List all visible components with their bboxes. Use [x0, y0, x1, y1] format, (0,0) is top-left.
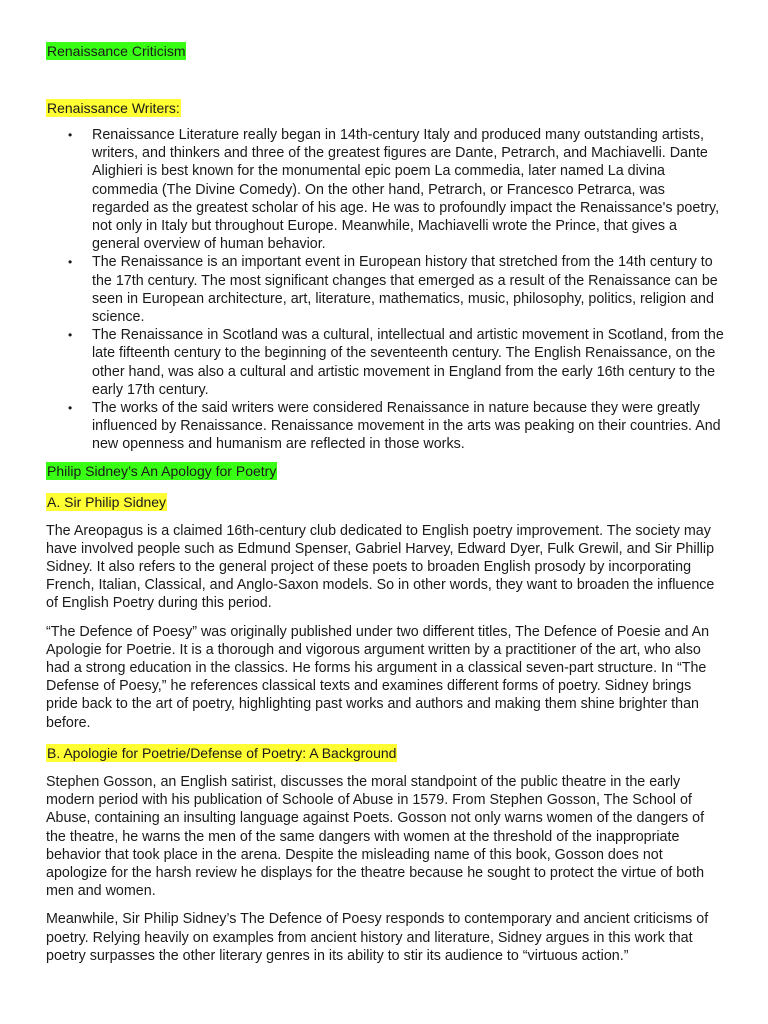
heading-text: A. Sir Philip Sidney	[47, 493, 167, 510]
heading-sidney-apology	[46, 462, 726, 481]
heading-renaissance-criticism	[46, 42, 726, 61]
list-item: • The works of the said writers were considered Renaissance in nature because they were greatly influenced by Renaissance. Renaissance movement in the arts was peaking on their countries. And new openness and humanism are reflected in those works.	[68, 400, 721, 453]
list-item: • The Renaissance is an important event in European history that stretched from the 14th century to the 17th century. The most significant changes that emerged as a result of the Renaissance can be seen in European architecture, art, literature, mathematics, music, philosophy, politics, religion and science.	[68, 254, 718, 326]
list-item: • Renaissance Literature really began in 14th-century Italy and produced many outstanding artists, writers, and thinkers and three of the greatest figures are Dante, Petrarch, and Machiavelli. Dante Alighieri is best known for the monumental epic poem La commedia, later named La divina commedia (The Divine Comedy). On the other hand, Petrarch, or Francesco Petrarca, was regarded as the greatest scholar of his age. He was to profoundly impact the Renaissance's poetry, not only in Italy but throughout Europe. Meanwhile, Machiavelli wrote the Prince, that gives a general overview of human behavior.	[68, 127, 720, 253]
paragraph-areopagus: The Areopagus is a claimed 16th-century club dedicated to English poetry improvement. The society may have involved people such as Edmund Spenser, Gabriel Harvey, Edward Dyer, Fulk Grewil, and Sir Phillip Sidney. It also refers to the general project of these poets to broaden English prosody by incorporating French, Italian, Classical, and Anglo-Saxon models. So in other words, they want to broaden the influence of English Poetry during this period.	[46, 522, 715, 612]
heading-background	[46, 744, 726, 763]
heading-text: Philip Sidney’s An Apology for Poetry	[47, 462, 277, 479]
bullet-icon: •	[68, 401, 73, 416]
paragraph-gosson: Stephen Gosson, an English satirist, discusses the moral standpoint of the public theatre in the early modern period with his publication of Schoole of Abuse in 1579. From Stephen Gosson, The School of Abuse, containing an insulting language against Poets. Gosson not only warns women of the dangers of the theatre, he warns the men of the same dangers with women at the threshold of the inappropriate behavior that took place in the arena. Despite the misleading name of this book, Gosson does not apologize for the harsh review he displays for the theatre because he sought to protect the virtue of both men and women.	[46, 773, 705, 900]
heading-text: B. Apologie for Poetrie/Defense of Poetry: A Background	[47, 744, 397, 761]
heading-renaissance-writers	[46, 99, 726, 118]
heading-text: Renaissance Criticism	[47, 43, 186, 59]
bullet-icon: •	[68, 255, 73, 270]
paragraph-meanwhile: Meanwhile, Sir Philip Sidney’s The Defence of Poesy responds to contemporary and ancient criticisms of poetry. Relying heavily on examples from ancient history and literature, Sidney argues in this work that poetry surpasses the other literary genres in its ability to stir its audience to “virtuous action.”	[46, 911, 709, 964]
bullet-icon: •	[68, 128, 73, 142]
list-item: • The Renaissance in Scotland was a cultural, intellectual and artistic movement in Scotland, from the late fifteenth century to the beginning of the seventeenth century. The English Renaissance, on the other hand, was also a cultural and artistic movement in England from the early 16th century to the early 17th century.	[68, 327, 724, 398]
document-content	[46, 40, 726, 965]
heading-text: Renaissance Writers:	[47, 100, 180, 116]
bullet-icon: •	[68, 328, 73, 343]
paragraph-defence: “The Defence of Poesy” was originally published under two different titles, The Defence of Poesie and An Apologie for Poetrie. It is a thorough and vigorous argument written by a practitioner of the art, who also had a strong education in the classics. He forms his argument in a classical seven-part structure. In “The Defense of Poesy,” he references classical texts and examines different forms of poetry. Sidney brings pride back to the art of poetry, highlighting past works and authors and making them shine brighter than before.	[46, 623, 710, 731]
writers-bullet-list	[46, 126, 726, 454]
heading-sir-philip-sidney	[46, 493, 726, 512]
